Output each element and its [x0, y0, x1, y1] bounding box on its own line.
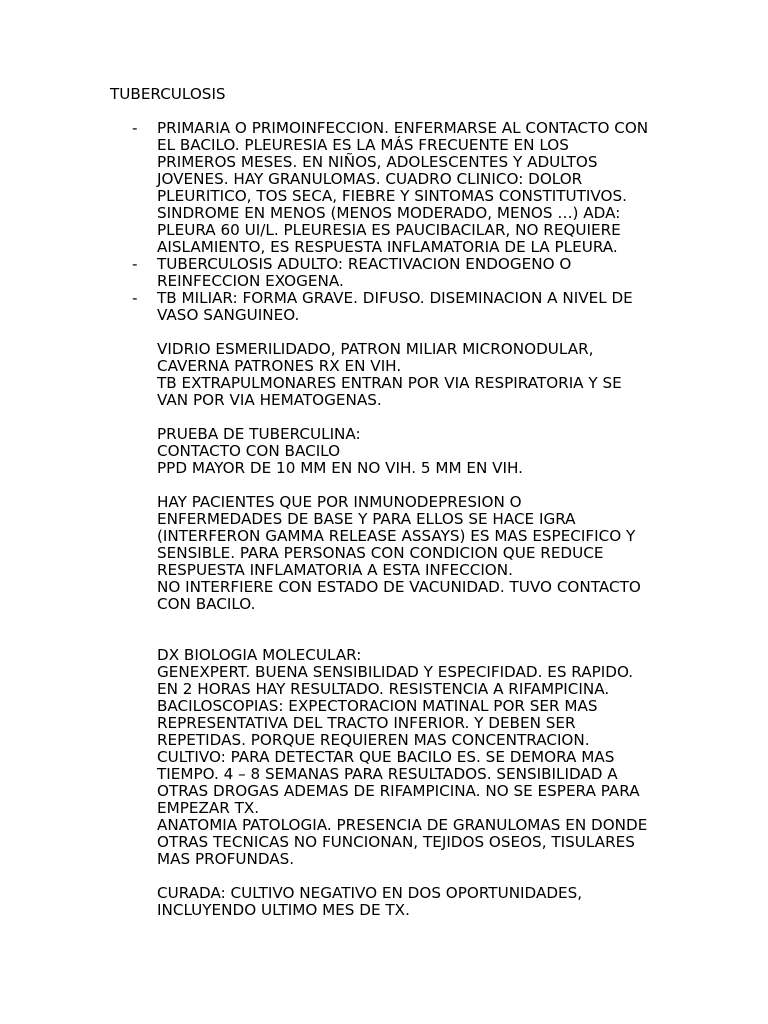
text-line: (INTERFERON GAMMA RELEASE ASSAYS) ES MAS ESPECIFICO Y	[157, 527, 636, 545]
bullet-item-adulto	[110, 256, 670, 290]
bullet-item-miliar	[110, 290, 670, 324]
text-line: DX BIOLOGIA MOLECULAR:	[157, 646, 362, 664]
text-line: PRUEBA DE TUBERCULINA:	[157, 425, 361, 443]
text-line: REINFECCION EXOGENA.	[157, 272, 344, 290]
text-line: HAY PACIENTES QUE POR INMUNODEPRESION O	[157, 493, 522, 511]
text-line: RESPUESTA INFLAMATORIA A ESTA INFECCION.	[157, 561, 513, 579]
text-line: ANATOMIA PATOLOGIA. PRESENCIA DE GRANULOMAS EN DONDE	[157, 816, 648, 834]
text-line: CON BACILO.	[157, 595, 256, 613]
text-line: TB MILIAR: FORMA GRAVE. DIFUSO. DISEMINACION A NIVEL DE	[157, 289, 633, 307]
text-line: ENFERMEDADES DE BASE Y PARA ELLOS SE HACE IGRA	[157, 510, 576, 528]
text-line: VASO SANGUINEO.	[157, 306, 300, 324]
text-line: INCLUYENDO ULTIMO MES DE TX.	[157, 901, 410, 919]
text-line: CULTIVO: PARA DETECTAR QUE BACILO ES. SE DEMORA MAS	[157, 748, 615, 766]
text-line: PLEURA 60 UI/L. PLEURESIA ES PAUCIBACILAR, NO REQUIERE	[157, 221, 621, 239]
text-line: NO INTERFIERE CON ESTADO DE VACUNIDAD. TUVO CONTACTO	[157, 578, 641, 596]
text-line: REPRESENTATIVA DEL TRACTO INFERIOR. Y DEBEN SER	[157, 714, 576, 732]
document-title: TUBERCULOSIS	[110, 85, 226, 103]
text-line: CONTACTO CON BACILO	[157, 442, 341, 460]
bullet-marker: -	[132, 255, 138, 273]
text-line: EMPEZAR TX.	[157, 799, 260, 817]
paragraph-spacer	[157, 409, 677, 426]
paragraph-dx	[157, 647, 677, 868]
text-line: TIEMPO. 4 – 8 SEMANAS PARA RESULTADOS. SENSIBILIDAD A	[157, 765, 618, 783]
text-line: PPD MAYOR DE 10 MM EN NO VIH. 5 MM EN VIH.	[157, 459, 524, 477]
text-line: EN 2 HORAS HAY RESULTADO. RESISTENCIA A RIFAMPICINA.	[157, 680, 610, 698]
text-line: PRIMARIA O PRIMOINFECCION. ENFERMARSE AL CONTACTO CON	[157, 119, 649, 137]
text-line: GENEXPERT. BUENA SENSIBILIDAD Y ESPECIFIDAD. ES RAPIDO.	[157, 663, 634, 681]
text-line: TB EXTRAPULMONARES ENTRAN POR VIA RESPIRATORIA Y SE	[157, 374, 622, 392]
text-line: PLEURITICO, TOS SECA, FIEBRE Y SINTOMAS CONSTITUTIVOS.	[157, 187, 627, 205]
paragraph-rx	[157, 341, 677, 409]
text-line: JOVENES. HAY GRANULOMAS. CUADRO CLINICO: DOLOR	[157, 170, 583, 188]
bullet-list	[110, 120, 670, 324]
text-line: BACILOSCOPIAS: EXPECTORACION MATINAL POR SER MAS	[157, 697, 598, 715]
bullet-marker: -	[132, 119, 138, 137]
text-line: CAVERNA PATRONES RX EN VIH.	[157, 357, 402, 375]
text-line: AISLAMIENTO, ES RESPUESTA INFLAMATORIA DE LA PLEURA.	[157, 238, 618, 256]
text-line: EL BACILO. PLEURESIA ES LA MÁS FRECUENTE EN LOS	[157, 136, 569, 154]
paragraph-spacer	[157, 868, 677, 885]
bullet-marker: -	[132, 289, 138, 307]
paragraph-curada	[157, 885, 677, 919]
paragraph-tuberculina	[157, 426, 677, 477]
paragraph-spacer	[157, 477, 677, 494]
text-line: VAN POR VIA HEMATOGENAS.	[157, 391, 382, 409]
text-line: TUBERCULOSIS ADULTO: REACTIVACION ENDOGENO O	[157, 255, 572, 273]
body-text	[157, 341, 677, 919]
text-line: MAS PROFUNDAS.	[157, 850, 295, 868]
text-line: PRIMEROS MESES. EN NIÑOS, ADOLESCENTES Y ADULTOS	[157, 153, 598, 171]
text-line: SENSIBLE. PARA PERSONAS CON CONDICION QUE REDUCE	[157, 544, 604, 562]
text-line: OTRAS TECNICAS NO FUNCIONAN, TEJIDOS OSEOS, TISULARES	[157, 833, 635, 851]
text-line: CURADA: CULTIVO NEGATIVO EN DOS OPORTUNIDADES,	[157, 884, 583, 902]
text-line: SINDROME EN MENOS (MENOS MODERADO, MENOS …) ADA:	[157, 204, 621, 222]
text-line: OTRAS DROGAS ADEMAS DE RIFAMPICINA. NO SE ESPERA PARA	[157, 782, 640, 800]
bullet-item-primaria	[110, 120, 670, 256]
paragraph-spacer	[157, 613, 677, 647]
text-line: VIDRIO ESMERILIDADO, PATRON MILIAR MICRONODULAR,	[157, 340, 594, 358]
text-line: REPETIDAS. PORQUE REQUIEREN MAS CONCENTRACION.	[157, 731, 590, 749]
paragraph-igra	[157, 494, 677, 613]
